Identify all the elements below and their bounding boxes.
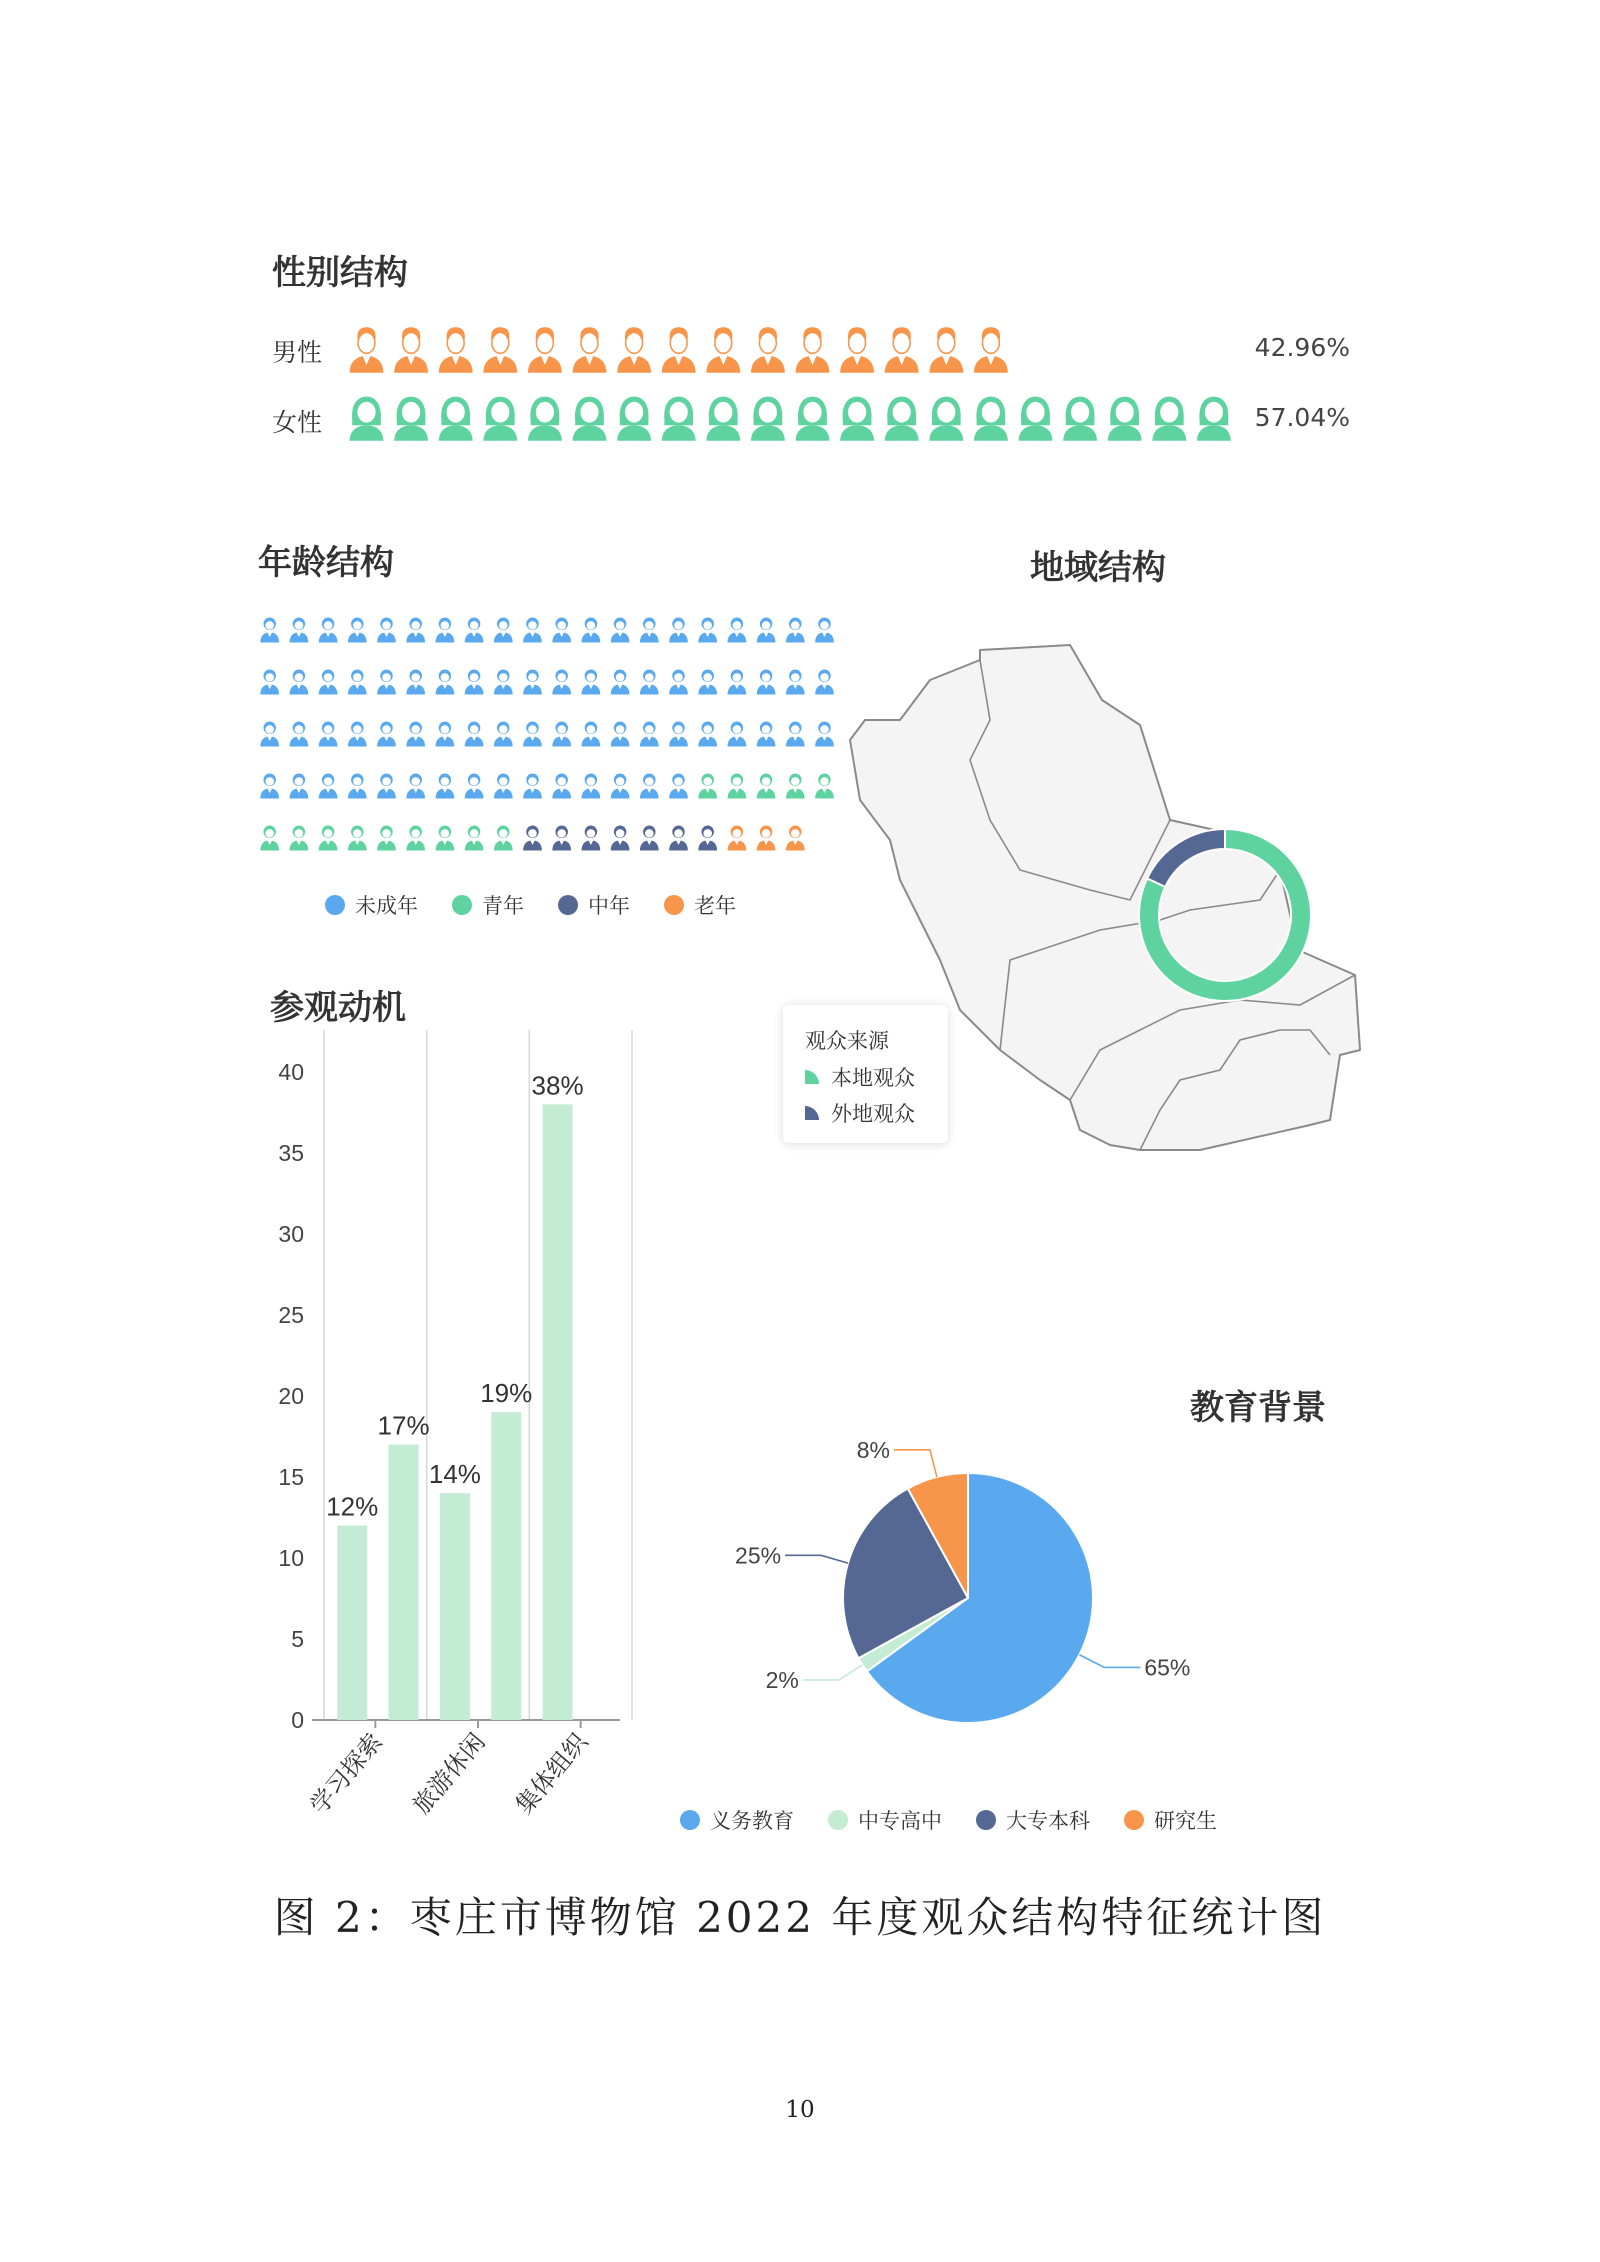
person-icon: [260, 618, 279, 643]
person-icon: [611, 826, 630, 851]
region-title: 地域结构: [1030, 548, 1166, 588]
person-icon: [582, 670, 601, 695]
female-person-icon: [1063, 397, 1097, 441]
person-icon: [786, 618, 805, 643]
person-icon: [348, 670, 367, 695]
person-icon: [377, 826, 396, 851]
person-icon: [669, 722, 688, 747]
person-icon: [611, 722, 630, 747]
male-person-icon: [350, 327, 384, 373]
person-icon: [757, 722, 776, 747]
age-title: 年龄结构: [258, 543, 394, 583]
female-person-icon: [974, 397, 1008, 441]
person-icon: [494, 774, 513, 799]
x-tick-label: 集体组织: [510, 1728, 594, 1820]
education-legend-item: [1124, 1805, 1217, 1835]
legend-label: 中专高中: [858, 1809, 942, 1833]
male-person-icon: [706, 327, 740, 373]
person-icon: [728, 670, 747, 695]
person-icon: [757, 774, 776, 799]
person-icon: [406, 774, 425, 799]
female-person-icon: [394, 397, 428, 441]
person-icon: [640, 670, 659, 695]
education-legend-item: [828, 1805, 942, 1835]
person-icon: [348, 722, 367, 747]
person-icon: [319, 670, 338, 695]
male-person-icon: [840, 327, 874, 373]
legend-dot: [1124, 1810, 1144, 1830]
education-title: 教育背景: [1190, 1388, 1326, 1428]
person-icon: [260, 670, 279, 695]
person-icon: [377, 774, 396, 799]
male-icon-row: [345, 322, 1014, 380]
female-person-icon: [929, 397, 963, 441]
education-legend-item: [680, 1805, 794, 1835]
bar: [337, 1526, 367, 1720]
person-icon: [436, 722, 455, 747]
person-icon: [786, 670, 805, 695]
person-icon: [406, 722, 425, 747]
legend-label: 大专本科: [1006, 1809, 1090, 1833]
person-icon: [552, 670, 571, 695]
tooltip-label-external: 外地观众: [831, 1102, 915, 1126]
female-person-icon: [439, 397, 473, 441]
person-icon: [815, 774, 834, 799]
age-legend-item: [664, 890, 736, 920]
person-icon: [436, 670, 455, 695]
legend-dot: [976, 1810, 996, 1830]
female-person-icon: [796, 397, 830, 441]
person-icon: [494, 722, 513, 747]
person-icon: [377, 722, 396, 747]
person-icon: [465, 774, 484, 799]
gender-label-female: 女性: [272, 408, 323, 437]
motivation-bar-chart: [250, 1030, 650, 1850]
male-person-icon: [751, 327, 785, 373]
person-icon: [582, 774, 601, 799]
person-icon: [436, 826, 455, 851]
person-icon: [786, 722, 805, 747]
person-icon: [786, 826, 805, 851]
person-icon: [319, 774, 338, 799]
age-legend-item: [558, 890, 630, 920]
y-tick-label: 25: [278, 1302, 304, 1328]
person-icon: [406, 670, 425, 695]
person-icon: [757, 826, 776, 851]
y-tick-label: 15: [278, 1464, 304, 1490]
bar-value-label: 38%: [531, 1070, 584, 1101]
person-icon: [757, 618, 776, 643]
y-tick-label: 10: [278, 1545, 304, 1571]
female-person-icon: [350, 397, 384, 441]
person-icon: [552, 826, 571, 851]
person-icon: [669, 826, 688, 851]
y-tick-label: 5: [291, 1626, 304, 1652]
person-icon: [523, 618, 542, 643]
person-icon: [640, 826, 659, 851]
age-legend-item: [325, 890, 418, 920]
bar: [543, 1104, 573, 1720]
legend-label: 中年: [588, 894, 630, 918]
pie-value-label: 25%: [735, 1542, 782, 1569]
male-person-icon: [439, 327, 473, 373]
y-tick-label: 20: [278, 1383, 304, 1409]
person-icon: [348, 774, 367, 799]
person-icon: [640, 722, 659, 747]
tooltip-title: 观众来源: [805, 1029, 889, 1053]
male-person-icon: [528, 327, 562, 373]
person-icon: [406, 618, 425, 643]
external-legend-icon: [803, 1104, 821, 1122]
female-person-icon: [885, 397, 919, 441]
pie-leader-line: [1079, 1655, 1140, 1668]
person-icon: [582, 722, 601, 747]
person-icon: [319, 722, 338, 747]
region-tooltip: [783, 1005, 948, 1143]
bar-value-label: 17%: [377, 1410, 430, 1441]
y-tick-label: 35: [278, 1140, 304, 1166]
gender-title: 性别结构: [272, 253, 408, 293]
education-legend-item: [976, 1805, 1090, 1835]
person-icon: [640, 774, 659, 799]
person-icon: [319, 618, 338, 643]
person-icon: [552, 618, 571, 643]
person-icon: [319, 826, 338, 851]
legend-dot: [325, 895, 345, 915]
female-person-icon: [617, 397, 651, 441]
male-person-icon: [796, 327, 830, 373]
person-icon: [436, 774, 455, 799]
person-icon: [523, 670, 542, 695]
person-icon: [815, 722, 834, 747]
female-person-icon: [706, 397, 740, 441]
person-icon: [436, 618, 455, 643]
person-icon: [728, 774, 747, 799]
person-icon: [611, 670, 630, 695]
legend-dot: [664, 895, 684, 915]
pie-value-label: 8%: [856, 1436, 890, 1463]
person-icon: [552, 774, 571, 799]
person-icon: [494, 826, 513, 851]
legend-label: 老年: [694, 894, 736, 918]
female-person-icon: [528, 397, 562, 441]
male-person-icon: [573, 327, 607, 373]
person-icon: [523, 826, 542, 851]
age-pictogram: [258, 612, 858, 872]
tooltip-row-local: [803, 1062, 915, 1092]
person-icon: [260, 826, 279, 851]
page-number: 10: [785, 2097, 815, 2123]
bar-value-label: 14%: [428, 1459, 481, 1490]
person-icon: [669, 774, 688, 799]
person-icon: [698, 618, 717, 643]
person-icon: [611, 774, 630, 799]
person-icon: [494, 618, 513, 643]
bar-value-label: 19%: [480, 1378, 533, 1409]
person-icon: [786, 774, 805, 799]
person-icon: [260, 722, 279, 747]
person-icon: [523, 774, 542, 799]
person-icon: [698, 826, 717, 851]
person-icon: [815, 670, 834, 695]
person-icon: [260, 774, 279, 799]
legend-label: 研究生: [1154, 1809, 1217, 1833]
x-tick-label: 学习探索: [305, 1728, 388, 1820]
person-icon: [494, 670, 513, 695]
male-person-icon: [974, 327, 1008, 373]
person-icon: [290, 774, 309, 799]
person-icon: [698, 670, 717, 695]
tooltip-row-external: [803, 1098, 915, 1128]
person-icon: [552, 722, 571, 747]
donut-slice: [1147, 829, 1225, 887]
male-person-icon: [929, 327, 963, 373]
person-icon: [523, 722, 542, 747]
person-icon: [290, 670, 309, 695]
person-icon: [728, 618, 747, 643]
person-icon: [757, 670, 776, 695]
legend-label: 未成年: [355, 894, 418, 918]
person-icon: [465, 826, 484, 851]
legend-dot: [452, 895, 472, 915]
male-person-icon: [394, 327, 428, 373]
person-icon: [669, 670, 688, 695]
pie-value-label: 65%: [1144, 1654, 1191, 1681]
person-icon: [290, 722, 309, 747]
education-pie-chart: [735, 1430, 1220, 1770]
person-icon: [377, 670, 396, 695]
female-person-icon: [483, 397, 517, 441]
gender-label-male: 男性: [272, 338, 323, 367]
female-person-icon: [751, 397, 785, 441]
person-icon: [465, 618, 484, 643]
bar: [440, 1493, 470, 1720]
male-person-icon: [617, 327, 651, 373]
person-icon: [406, 826, 425, 851]
female-person-icon: [1108, 397, 1142, 441]
figure-caption: 图 2：枣庄市博物馆 2022 年度观众结构特征统计图: [273, 1893, 1327, 1942]
pie-value-label: 2%: [765, 1666, 799, 1693]
person-icon: [698, 774, 717, 799]
male-person-icon: [483, 327, 517, 373]
bar: [491, 1412, 521, 1720]
person-icon: [815, 618, 834, 643]
person-icon: [465, 670, 484, 695]
person-icon: [669, 618, 688, 643]
region-donut-chart: [1130, 820, 1320, 1010]
person-icon: [290, 826, 309, 851]
female-person-icon: [840, 397, 874, 441]
female-icon-row: [345, 390, 1237, 448]
female-person-icon: [573, 397, 607, 441]
local-legend-icon: [803, 1068, 821, 1086]
motivation-title: 参观动机: [270, 988, 406, 1028]
person-icon: [640, 618, 659, 643]
bar: [389, 1445, 419, 1720]
person-icon: [611, 618, 630, 643]
legend-dot: [558, 895, 578, 915]
person-icon: [728, 826, 747, 851]
pie-leader-line: [894, 1450, 937, 1477]
pie-leader-line: [803, 1665, 863, 1680]
person-icon: [290, 618, 309, 643]
legend-dot: [828, 1810, 848, 1830]
legend-label: 青年: [482, 894, 524, 918]
x-tick-label: 旅游休闲: [408, 1728, 491, 1820]
person-icon: [582, 618, 601, 643]
person-icon: [348, 618, 367, 643]
y-tick-label: 40: [278, 1059, 304, 1085]
person-icon: [698, 722, 717, 747]
age-legend: [325, 890, 770, 920]
female-person-icon: [1152, 397, 1186, 441]
person-icon: [465, 722, 484, 747]
female-person-icon: [662, 397, 696, 441]
person-icon: [377, 618, 396, 643]
male-person-icon: [662, 327, 696, 373]
gender-percent-male: 42.96%: [1254, 333, 1350, 362]
gender-percent-female: 57.04%: [1254, 403, 1350, 432]
legend-label: 义务教育: [710, 1809, 794, 1833]
y-tick-label: 0: [291, 1707, 304, 1733]
person-icon: [582, 826, 601, 851]
y-tick-label: 30: [278, 1221, 304, 1247]
person-icon: [728, 722, 747, 747]
person-icon: [348, 826, 367, 851]
education-legend: [680, 1805, 1251, 1835]
age-legend-item: [452, 890, 524, 920]
pie-leader-line: [785, 1555, 848, 1563]
male-person-icon: [885, 327, 919, 373]
legend-dot: [680, 1810, 700, 1830]
bar-value-label: 12%: [326, 1491, 379, 1522]
female-person-icon: [1019, 397, 1053, 441]
tooltip-label-local: 本地观众: [831, 1066, 915, 1090]
